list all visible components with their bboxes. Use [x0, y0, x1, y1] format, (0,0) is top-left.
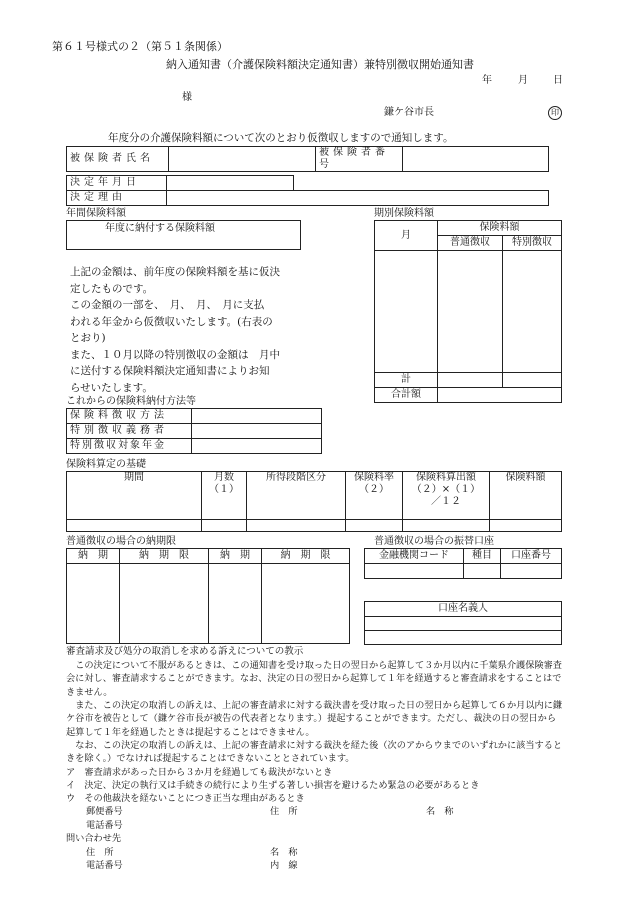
address-label: 住 所: [270, 806, 298, 817]
period-normal-cell: [438, 251, 503, 373]
appeal-item: ウ その他裁決を経ないことにつき正当な理由があるとき: [66, 793, 305, 804]
note-line: に送付する保険料額決定通知書によりお知: [70, 365, 270, 377]
method-row-label: 特別徴収義務者: [67, 424, 192, 439]
date-month: 月: [518, 75, 528, 86]
appeal-heading: 審査請求及び処分の取消しを求める訴えについての教示: [66, 646, 304, 657]
note-line: この金額の一部を、 月、 月、 月に支払: [70, 299, 265, 311]
subtotal-label: 計: [375, 373, 438, 388]
seal-mark: 印: [548, 106, 562, 120]
note-line: とおり): [70, 332, 106, 344]
annual-box-label: 年度に納付する保険料額: [105, 223, 215, 234]
bank-account-header: 口座番号: [501, 549, 562, 564]
note-line: また、１０月以降の特別徴収の金額は 月中: [70, 348, 280, 361]
bank-code-header: 金融機関コード: [365, 549, 464, 564]
total-label: 合計額: [375, 388, 438, 403]
basis-period-header: 期間: [67, 472, 202, 520]
due-col-header: 納 期: [209, 549, 262, 564]
appeal-item: イ 決定、決定の執行又は手続きの続行により生ずる著しい損害を避けるため緊急の必要があるとき: [66, 780, 480, 791]
decision-table: [66, 175, 549, 206]
form-number: 第６１号様式の２（第５１条関係）: [52, 40, 228, 53]
bank-table: [364, 548, 562, 579]
method-row-label: 特別徴収対象年金: [67, 439, 192, 454]
insured-number-label: 被保険者番号: [316, 147, 403, 172]
decision-date-value: [167, 176, 294, 191]
period-table: [374, 220, 562, 403]
annual-box: [66, 220, 301, 250]
period-special-cell: [503, 251, 562, 373]
period-normal-header: 普通徴収: [438, 236, 503, 251]
period-special-header: 特別徴収: [503, 236, 562, 251]
postal-label: 郵便番号: [86, 806, 123, 817]
note-line: 定したものです。: [70, 282, 154, 295]
inquiry-phone-label: 電話番号: [86, 860, 123, 871]
appeal-paragraph: この決定について不服があるときは、この通知書を受け取った日の翌日から起算して３か月以内に千葉県介護保険審査会に対し、審査請求することができます。なお、決定の日の翌日から起算して１年を経過すると審査請求をすることはできません。: [66, 660, 562, 698]
decision-reason-label: 決定理由: [67, 191, 167, 206]
bank-type-header: 種目: [464, 549, 501, 564]
extension-label: 内 線: [270, 860, 298, 871]
due-table: [66, 548, 350, 644]
appeal-paragraph: また、この決定の取消しの訴えは、上記の審査請求に対する裁決書を受け取った日の翌日から起算して６か月以内に鎌ケ谷市を被告として（鎌ケ谷市長が被告の代表者となります。）提起することができます。ただし、裁決の日の翌日から起算して１年を経過したときは提起することはできません。: [66, 700, 563, 738]
intro-text: 年度分の介護保険料額について次のとおり仮徴収しますので通知します。: [108, 132, 454, 144]
method-table: [66, 408, 322, 454]
basis-rate-header: 保険料率 （２）: [346, 472, 403, 520]
holder-label: 口座名義人: [365, 602, 562, 617]
annual-heading: 年間保険料額: [66, 208, 126, 219]
basis-calc-header: 保険料算出額 （２）×（１） ／１２: [403, 472, 490, 520]
date-day: 日: [553, 75, 563, 86]
insured-name-label: 被保険者氏名: [67, 147, 169, 172]
due-col-header: 納 期: [67, 549, 120, 564]
inquiry-name-label: 名 称: [270, 847, 298, 858]
inquiry-label: 問い合わせ先: [66, 833, 122, 844]
holder-table: [364, 601, 562, 645]
period-heading: 期別保険料額: [374, 208, 434, 219]
method-heading: これからの保険料納付方法等: [66, 396, 196, 407]
name-label: 名 称: [426, 806, 454, 817]
issuer: 鎌ケ谷市長: [384, 107, 434, 118]
note-line: われる年金から仮徴収いたします。(右表の: [70, 315, 273, 328]
document-title: 納入通知書（介護保険料額決定通知書）兼特別徴収開始通知書: [166, 58, 474, 71]
note-line: らせいたします。: [70, 381, 153, 394]
date-year: 年: [482, 75, 492, 86]
due-col-header: 納 期 限: [262, 549, 350, 564]
honorific: 様: [182, 92, 192, 103]
appeal-item: ア 審査請求があった日から３か月を経過しても裁決がないとき: [66, 767, 333, 778]
basis-premium-header: 保険料額: [490, 472, 562, 520]
basis-income-header: 所得段階区分: [247, 472, 346, 520]
period-month-cell: [375, 251, 438, 373]
phone-label: 電話番号: [86, 820, 123, 831]
period-premium-header: 保険料額: [438, 221, 562, 236]
basis-months-header: 月数 （１）: [202, 472, 247, 520]
method-row-label: 保険料徴収方法: [67, 409, 192, 424]
insured-name-value: [169, 147, 316, 172]
decision-date-label: 決定年月日: [67, 176, 167, 191]
due-heading: 普通徴収の場合の納期限: [66, 536, 176, 547]
basis-heading: 保険料算定の基礎: [66, 459, 146, 470]
notes-block: [70, 264, 280, 396]
period-month-header: 月: [375, 221, 438, 251]
bank-heading: 普通徴収の場合の振替口座: [374, 536, 494, 547]
inquiry-address-label: 住 所: [86, 847, 114, 858]
insured-table: [66, 146, 549, 172]
total-value: [438, 388, 562, 403]
decision-reason-value: [167, 191, 549, 206]
note-line: 上記の金額は、前年度の保険料額を基に仮決: [70, 266, 280, 278]
insured-number-value: [403, 147, 549, 172]
appeal-paragraph: なお、この決定の取消しの訴えは、上記の審査請求に対する裁決を経た後（次のアからウまでのいずれかに該当するときを除く。）でなければ提起することはできないこととされています。: [66, 740, 563, 765]
due-col-header: 納 期 限: [120, 549, 209, 564]
basis-table: [66, 471, 562, 532]
